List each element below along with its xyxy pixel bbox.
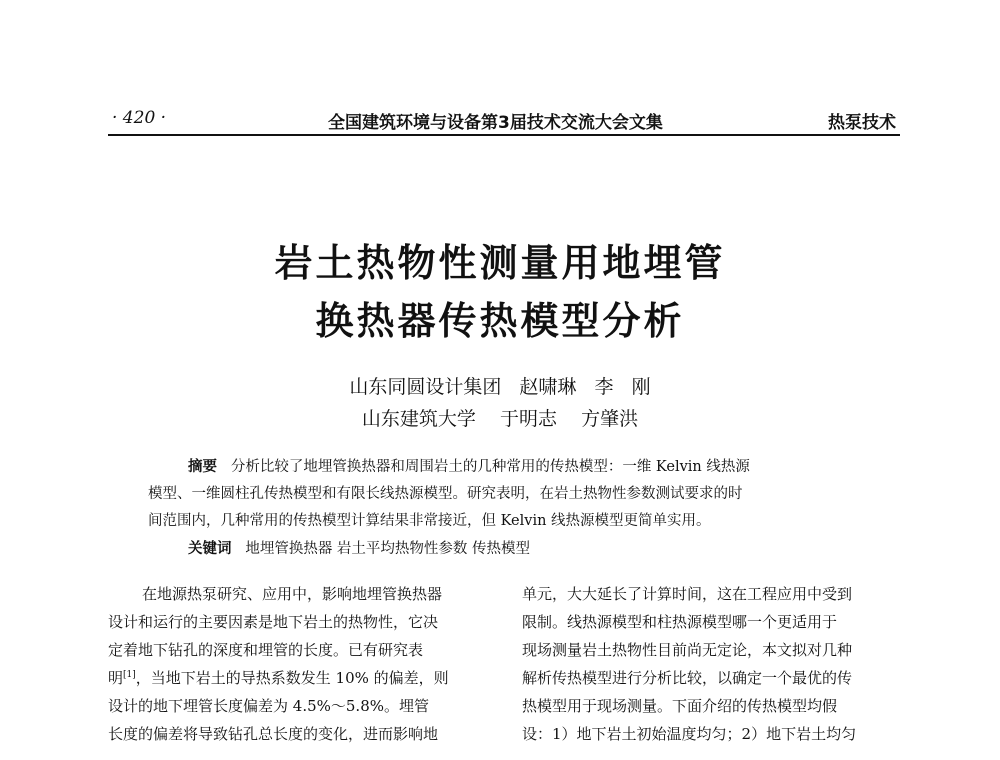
body-line: 热模型用于现场测量。下面介绍的传热模型均假 [522,697,838,715]
body-line [108,664,488,692]
body-line: 设：1）地下岩土初始温度均匀；2）地下岩土均匀 [522,725,857,743]
running-header [108,106,900,136]
abstract-line-3: 间范围内，几种常用的传热模型计算结果非常接近，但 Kelvin 线热源模型更简单实用。 [148,513,711,529]
body-right-column [522,580,902,748]
abstract-block [148,453,858,563]
body-text: ，当地下岩土的导热系数发生 10% 的偏差，则 [135,669,449,687]
authors-line-1: 山东同圆设计集团 赵啸琳 李 刚 [349,376,651,398]
body-line: 设计和运行的主要因素是地下岩土的热物性，它决 [108,613,439,631]
abstract-line-2: 模型、一维圆柱孔传热模型和有限长线热源模型。研究表明，在岩土热物性参数测试要求的时 [148,486,743,502]
body-line: 在地源热泵研究、应用中，影响地埋管换热器 [142,585,443,603]
paper-title-line-2: 换热器传热模型分析 [315,298,685,343]
page-number: · 420 · [112,108,167,128]
keywords-line [168,535,858,563]
proceedings-title: 全国建筑环境与设备第3届技术交流大会文集 [328,113,663,133]
body-text: 明 [108,669,124,687]
section-name: 热泵技术 [828,113,896,133]
body-line: 设计的地下埋管长度偏差为 4.5%～5.8%。埋管 [108,697,429,715]
body-line: 长度的偏差将导致钻孔总长度的变化，进而影响地 [108,725,439,743]
body-line: 现场测量岩土热物性目前尚无定论，本文拟对几种 [522,641,853,659]
body-line: 解析传热模型进行分析比较，以确定一个最优的传 [522,669,853,687]
keywords-text: 地埋管换热器 岩土平均热物性参数 传热模型 [245,541,531,557]
body-line: 定着地下钻孔的深度和埋管的长度。已有研究表 [108,641,424,659]
authors-line-2: 山东建筑大学 于明志 方肇洪 [361,408,639,430]
body-line: 限制。线热源模型和柱热源模型哪一个更适用于 [522,613,838,631]
body-left-column [108,580,488,748]
abstract-label: 摘要 [188,458,217,475]
body-line: 单元，大大延长了计算时间，这在工程应用中受到 [522,585,853,603]
paper-title-line-1: 岩土热物性测量用地埋管 [274,240,726,285]
keywords-label: 关键词 [188,540,232,557]
abstract-line-1 [168,453,858,481]
citation-ref: [1] [123,670,136,680]
abstract-text: 分析比较了地埋管换热器和周围岩土的几种常用的传热模型：一维 Kelvin 线热源 [230,459,750,475]
